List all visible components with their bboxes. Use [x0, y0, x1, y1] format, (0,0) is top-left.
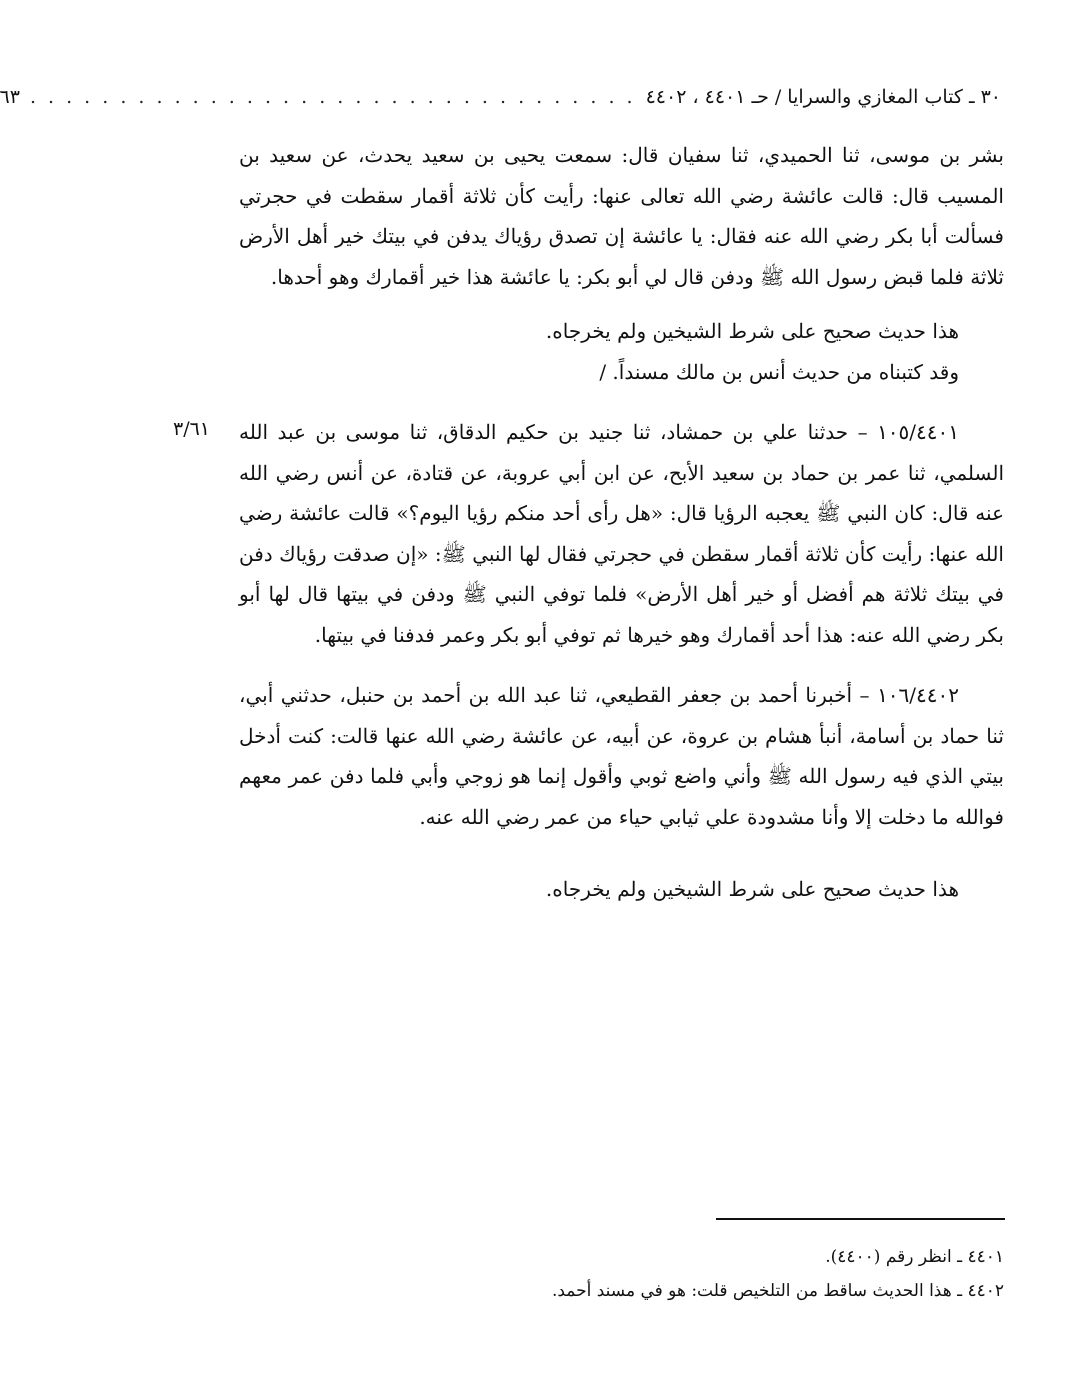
margin-reference: ٣/٦١: [173, 418, 211, 440]
paragraph-grading-2: هذا حديث صحيح على شرط الشيخين ولم يخرجاه.: [545, 877, 959, 901]
paragraph-hadith-4401: ١٠٥/٤٤٠١ – حدثنا علي بن حمشاد، ثنا جنيد بن حكيم الدقاق، ثنا موسى بن عبد الله السلمي، ثنا عمر بن حماد بن سعيد الأبح، عن ابن أبي عروبة، عن قتادة، عن أنس رضي الله عنه قال: كان النبي ﷺ يعجبه الرؤيا قال: «هل رأى أحد منكم رؤيا اليوم؟» قالت عائشة رضي الله عنها: رأيت كأن ثلاثة أقمار سقطن في حجرتي فقال لها النبي ﷺ: «إن صدقت رؤياك دفن في بيتك ثلاثة هم أفضل أو خير أهل الأرض» فلما توفي النبي ﷺ ودفن في بيتها قال لها أبو بكر رضي الله عنه: هذا أحد أقمارك وهو خيرها ثم توفي أبو بكر وعمر فدفنا في بيتها.: [239, 420, 1004, 647]
paragraph-grading: هذا حديث صحيح على شرط الشيخين ولم يخرجاه.: [545, 319, 959, 343]
running-header: [0, 82, 1001, 112]
header-leader-dots: . . . . . . . . . . . . . . . . . . . . . . . . . . . . . . . . . .: [29, 86, 636, 108]
main-text: [239, 135, 1004, 910]
paragraph-hadith-continuation: بشر بن موسى، ثنا الحميدي، ثنا سفيان قال: سمعت يحيى بن سعيد يحدث، عن سعيد بن المسيب قال: قالت عائشة رضي الله تعالى عنها: رأيت كأن ثلاثة أقمار سقطت في حجرتي فسألت أبا بكر رضي الله عنه فقال: يا عائشة إن تصدق رؤياك يدفن في بيتك خير أهل الأرض ثلاثة فلما قبض رسول الله ﷺ ودفن قال لي أبو بكر: يا عائشة هذا خير أقمارك وهو أحدها.: [239, 143, 1004, 289]
paragraph-note: وقد كتبناه من حديث أنس بن مالك مسنداً. /: [599, 359, 959, 384]
footnote-divider: [716, 1218, 1005, 1220]
footnote-4401: ٤٤٠١ ـ انظر رقم (٤٤٠٠).: [825, 1247, 1004, 1267]
header-title: ٣٠ ـ كتاب المغازي والسرايا / حـ ٤٤٠١ ، ٤٤٠٢: [645, 86, 1001, 108]
footnote-4402: ٤٤٠٢ ـ هذا الحديث ساقط من التلخيص قلت: هو في مسند أحمد.: [551, 1281, 1004, 1301]
page-number: ٦٣: [0, 86, 20, 108]
paragraph-hadith-4402: ١٠٦/٤٤٠٢ – أخبرنا أحمد بن جعفر القطيعي، ثنا عبد الله بن أحمد بن حنبل، حدثني أبي، ثنا حماد بن أسامة، أنبأ هشام بن عروة، عن أبيه، عن عائشة رضي الله عنها قالت: كنت أدخل بيتي الذي فيه رسول الله ﷺ وأني واضع ثوبي وأقول إنما هو زوجي وأبي فلما دفن عمر معهم فوالله ما دخلت إلا وأنا مشدودة علي ثيابي حياء من عمر رضي الله عنه.: [239, 683, 1004, 829]
footnotes: [239, 1240, 1004, 1308]
